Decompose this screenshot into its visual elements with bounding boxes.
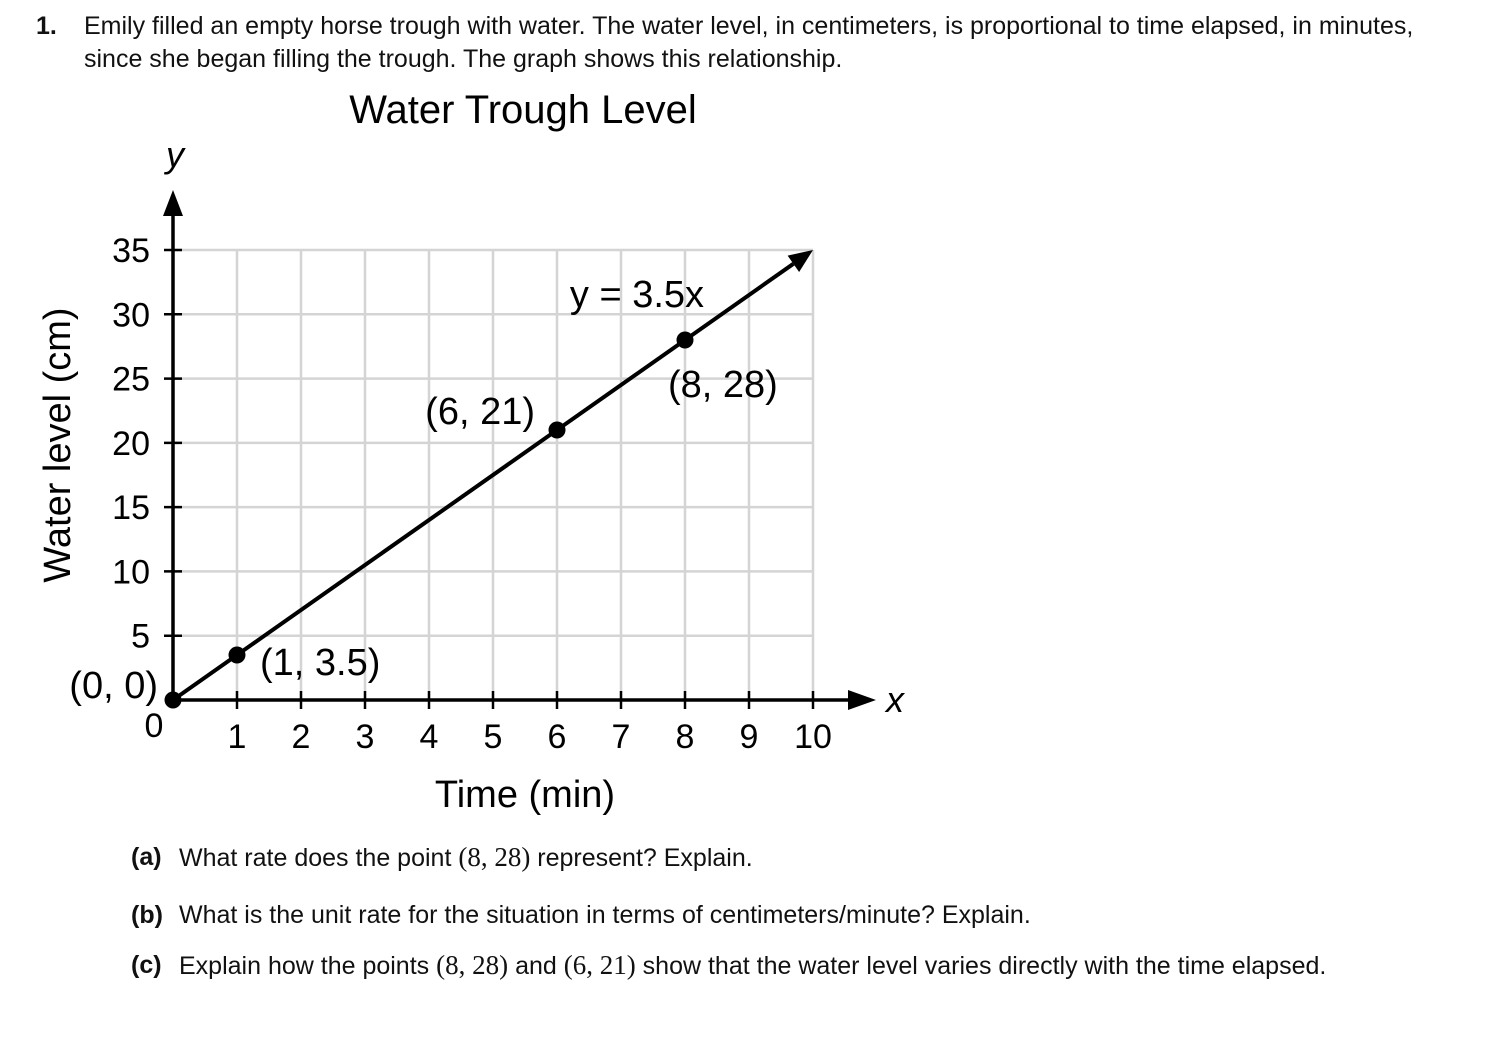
equation-label: y = 3.5x: [569, 274, 705, 316]
y-tick-label: 5: [131, 617, 150, 656]
x-tick-label: 5: [483, 718, 503, 756]
y-axis-letter: y: [166, 134, 184, 175]
chart-points: [69, 332, 778, 709]
question-c-point-2: (6, 21): [563, 950, 636, 980]
x-tick-label: 1: [227, 718, 247, 756]
x-axis-label: Time (min): [434, 774, 616, 816]
x-tick-label: 9: [739, 718, 759, 756]
x-tick-label: 7: [611, 718, 631, 756]
y-tick-label: 15: [112, 489, 150, 528]
x-axis-arrow: [848, 690, 876, 710]
chart-title: Water Trough Level: [349, 88, 697, 132]
y-tick-label: 10: [112, 553, 150, 592]
question-c: [131, 944, 1431, 987]
point-label: (8, 28): [668, 364, 778, 406]
x-tick-label: 3: [355, 718, 375, 756]
question-a: [131, 836, 1431, 879]
question-c-text-post: show that the water level varies directly with the time elapsed.: [642, 952, 1327, 980]
y-tick-label: 35: [112, 232, 150, 270]
x-tick-label: 2: [291, 718, 311, 756]
series-line-arrow: [788, 250, 813, 272]
x-tick-label: 6: [547, 718, 567, 756]
origin-label: 0: [144, 707, 164, 745]
point-label: (0, 0): [69, 665, 158, 707]
x-tick-label: 10: [794, 718, 832, 756]
question-a-text-pre: What rate does the point: [179, 844, 452, 872]
problem-number: 1.: [36, 12, 57, 40]
y-axis-label: Water level (cm): [37, 307, 79, 583]
data-point: [549, 422, 566, 439]
x-tick-label: 4: [419, 718, 439, 756]
question-a-label: (a): [131, 843, 162, 871]
data-point: [165, 692, 182, 709]
x-tick-label: 8: [675, 718, 695, 756]
problem-text: Emily filled an empty horse trough with water. The water level, in centimeters, is proportional to time elapsed, in minutes, since she began filling the trough. The graph shows this relationship.: [84, 12, 1414, 73]
point-label: (6, 21): [425, 391, 535, 433]
y-tick-label: 30: [112, 296, 150, 335]
question-c-point-1: (8, 28): [436, 950, 509, 980]
question-a-text-post: represent? Explain.: [537, 844, 753, 872]
y-tick-label: 20: [112, 424, 150, 463]
question-c-text-mid: and: [515, 952, 557, 980]
x-axis-letter: x: [886, 679, 904, 720]
point-label: (1, 3.5): [260, 642, 381, 684]
question-b-text: What is the unit rate for the situation in terms of centimeters/minute? Explain.: [179, 901, 1031, 929]
data-point: [677, 332, 694, 349]
y-axis-arrow: [163, 190, 183, 216]
data-point: [229, 647, 246, 664]
question-c-label: (c): [131, 951, 162, 979]
y-tick-label: 25: [112, 360, 150, 399]
question-a-point: (8, 28): [458, 842, 531, 872]
question-b: [131, 894, 1431, 936]
question-c-text-pre: Explain how the points: [179, 952, 430, 980]
question-b-label: (b): [131, 901, 163, 929]
